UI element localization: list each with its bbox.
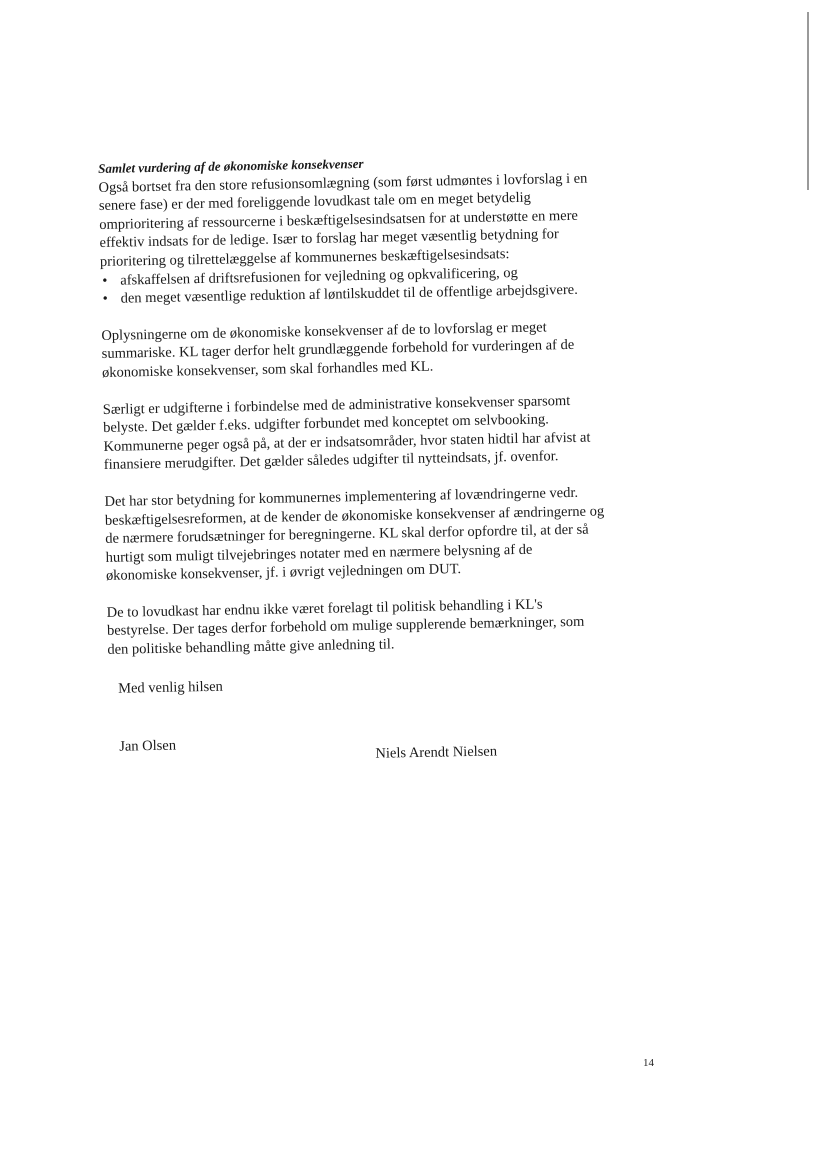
paragraph-economic-info: Oplysningerne om de økonomiske konsekvenser af de to lovforslag er meget summariske. KL tager derfor helt grundlæggende forbehold for vurderingen af de økonomiske konsekvenser, som skal forhandles med KL. bbox=[101, 319, 575, 381]
paragraph-political: De to lovudkast har endnu ikke været forelagt til politisk behandling i KL's bestyrelse. Der tages derfor forbehold om mulige supplerende bemærkninger, som den politiske behandling måtte give anledning til. bbox=[106, 596, 585, 658]
bullet-icon: • bbox=[102, 290, 108, 308]
signer-right: Niels Arendt Nielsen bbox=[375, 743, 498, 763]
bullet-text: den meget væsentlige reduktion af løntilskuddet til de offentlige arbejdsgivere. bbox=[120, 281, 578, 307]
closing-greeting: Med venlig hilsen bbox=[117, 678, 224, 697]
bullet-text: afskaffelsen af driftsrefusionen for vejledning og opkvalificering, og bbox=[120, 264, 518, 289]
signer-left: Jan Olsen bbox=[119, 737, 177, 755]
scan-edge-line bbox=[807, 12, 809, 190]
bullet-icon: • bbox=[102, 272, 108, 289]
paragraph-administrative: Særligt er udgifterne i forbindelse med de administrative konsekvenser sparsomt belyste. Det gælder f.eks. udgifter forbundet med konceptet om selvbooking. Kommunerne peger også på, at der er indsatsområder, hvor staten hidtil har afvist at finansiere merudgifter. Det gælder således udgifter til nytteindsats, jf. ovenfor. bbox=[102, 392, 591, 474]
intro-paragraph: Også bortset fra den store refusionsomlægning (som først udmøntes i lovforslag i en senere fase) er der med foreliggende lovudkast tale om en meget betydelig omprioritering af ressourcerne i beskæftigelsesindsatsen for at understøtte en mere effektiv indsats for de ledige. Især to forslag har meget væsentlig betydning for prioritering og tilrettelæggelse af kommunernes beskæftigelsesindsats: bbox=[98, 170, 588, 270]
letter-body bbox=[98, 150, 610, 798]
signature-block bbox=[109, 729, 610, 799]
page-number: 14 bbox=[643, 1057, 654, 1069]
paragraph-implementation: Det har stor betydning for kommunernes implementering af lovændringerne vedr. beskæftigelsesreformen, at de kender de økonomiske konsekvenser af ændringerne og de nærmere forudsætninger for beregningerne. KL skal derfor opfordre til, at der så hurtigt som muligt tilvejebringes notater med en nærmere belysning af de økonomiske konsekvenser, jf. i øvrigt vejledningen om DUT. bbox=[104, 484, 605, 585]
section-heading: Samlet vurdering af de økonomiske konsekvenser bbox=[98, 155, 364, 176]
